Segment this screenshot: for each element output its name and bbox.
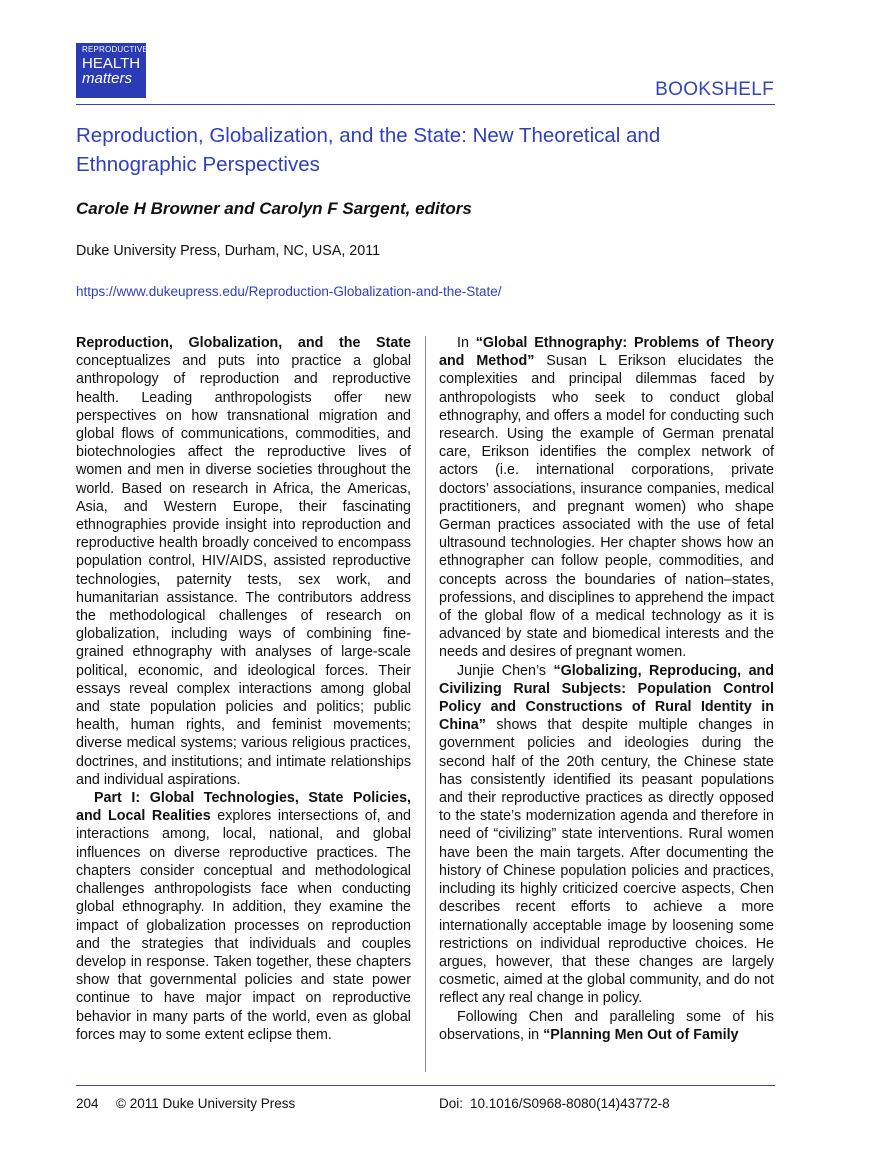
right-p1-lead: “Global Ethnography: Problems of Theory and Method”: [439, 335, 774, 370]
book-title: Reproduction, Globalization, and the State: New Theoretical and Ethnographic Perspectives: [76, 124, 661, 176]
left-column: [76, 334, 411, 1044]
right-p3-lead: “Planning Men Out of Family: [543, 1026, 739, 1043]
left-p1-lead: Reproduction, Globalization, and the State: [76, 335, 411, 351]
right-paragraph-3: [439, 1008, 774, 1044]
right-p1-text: Susan L Erikson elucidates the complexities and principal dilemmas faced by anthropologists who seek to conduct global ethnography, and offers a model for conducting such research. Using the example of German prenatal care, Erikson identifies the complex network of actors (i.e. international corporations, private doctors’ associations, insurance companies, medical practitioners, and pregnant women) who shape German practices associated with the use of fetal ultrasound technologies. Her chapter shows how an ethnographer can follow people, commodities, and concepts across the boundaries of nation–states, professions, and disciplines to apprehend the impact of the global flow of a medical technology as it is advanced by state and biomedical interests and the needs and desires of pregnant women.: [439, 353, 774, 661]
book-authors: Carole H Browner and Carolyn F Sargent, editors: [76, 199, 472, 218]
right-column: [439, 334, 774, 1044]
footer-rule: [76, 1085, 775, 1086]
doi-link[interactable]: 10.1016/S0968-8080(14)43772-8: [470, 1096, 670, 1111]
book-url-link[interactable]: https://www.dukeupress.edu/Reproduction-Globalization-and-the-State/: [76, 284, 502, 299]
left-p1-text: conceptualizes and puts into practice a global anthropology of reproduction and reproductive health. Leading anthropologists offer new perspectives on how transnational migration and global flows of communications, commodities, and biotechnologies affect the reproductive lives of women and men in diverse societies throughout the world. Based on research in Africa, the Americas, Asia, and Western Europe, their fascinating ethnographies provide insight into reproduction and reproductive health broadly conceived to encompass population control, HIV/AIDS, assisted reproductive technologies, paternity tests, sex work, and humanitarian assistance. The contributors address the methodological challenges of research on globalization, including ways of combining fine-grained ethnography with analyses of large-scale political, economic, and ideological forces. Their essays reveal complex interactions among global and state population policies and politics; public health, human rights, and feminist movements; diverse medical systems; various religious practices, doctrines, and institutions; and intimate relationships and individual aspirations.: [76, 353, 411, 788]
logo-line-3: matters: [82, 70, 133, 87]
right-p1-pre: In: [457, 335, 476, 351]
right-paragraph-1: [439, 334, 774, 662]
header-rule: [76, 104, 775, 105]
left-p2-lead: Part I: Global Technologies, State Policies, and Local Realities: [76, 790, 411, 825]
right-p2-lead: “Globalizing, Reproducing, and Civilizing Rural Subjects: Population Control Policy and Constructions of Rural Identity in China”: [439, 662, 774, 734]
logo-line-1: REPRODUCTIVE: [82, 45, 148, 54]
page-number: 204: [76, 1096, 99, 1111]
left-paragraph-2: [76, 789, 411, 1044]
doi-label: Doi:: [439, 1096, 464, 1111]
right-p2-pre: Junjie Chen’s: [457, 662, 554, 679]
journal-logo: [76, 43, 146, 98]
column-divider: [425, 336, 426, 1072]
left-p2-text: explores intersections of, and interactions among, local, national, and global influences on diverse reproductive practices. The chapters consider conceptual and methodological challenges anthropologists face when conducting global ethnography. In addition, they examine the impact of globalization processes on reproduction and the strategies that individuals and couples develop in response. Taken together, these chapters show that governmental policies and state power continue to have major impact on reproductive behavior in many parts of the world, even as global forces may to some extent eclipse them.: [76, 808, 412, 1043]
right-p3-pre: Following Chen and paralleling some of his observations, in: [439, 1008, 774, 1043]
copyright: © 2011 Duke University Press: [116, 1096, 296, 1111]
left-paragraph-1: [76, 334, 411, 789]
section-label: BOOKSHELF: [655, 79, 774, 100]
right-p2-text: shows that despite multiple changes in government policies and ideologies during the second half of the 20th century, the Chinese state has consistently identified its peasant populations and their reproductive practices as directly opposed to the state’s modernization agenda and therefore in need of “civilizing” state interventions. Rural women have been the main targets. After documenting the history of Chinese population policies and practices, including its highly criticized coercive aspects, Chen describes recent efforts to achieve a more internationally acceptable image by loosening some restrictions on individual reproductive choices. He argues, however, that these changes are largely cosmetic, aimed at the global community, and do not reflect any real change in policy.: [439, 717, 774, 1007]
right-paragraph-2: [439, 662, 774, 1008]
publisher-line: Duke University Press, Durham, NC, USA, 2011: [76, 243, 381, 259]
logo-line-2: HEALTH: [82, 55, 141, 72]
